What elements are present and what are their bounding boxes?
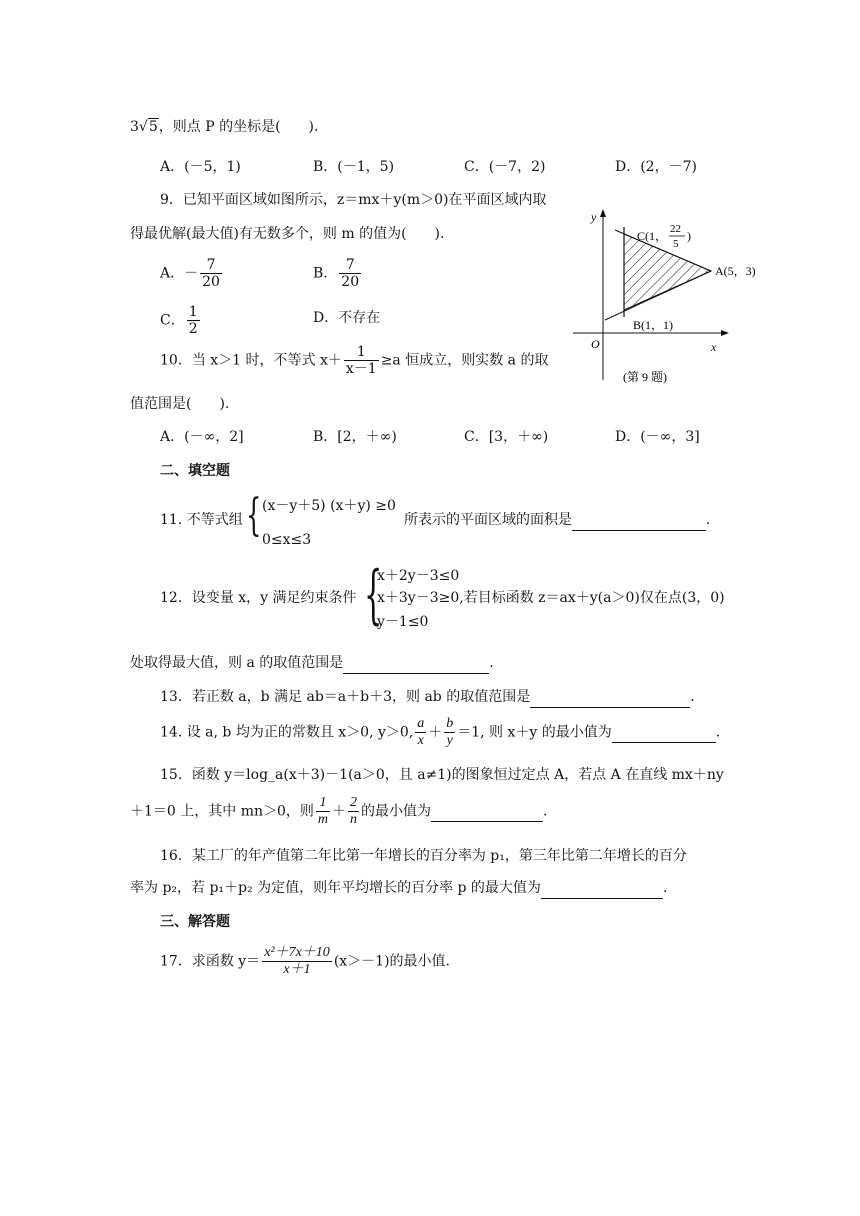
q15-answer-blank[interactable] [431,803,543,822]
q8-prefix: 3 [130,119,139,135]
q13-answer-blank[interactable] [530,687,690,708]
q15-plus: ＋ [332,803,347,820]
q15-prefix: ＋1＝0 上，其中 mn＞0，则 [130,803,314,820]
q13-line [160,687,695,708]
q16-line1: 16．某工厂的年产值第二年比第一年增长的百分率为 p₁，第三年比第二年增长的百分 [160,848,687,864]
q11-period: . [706,512,711,528]
q10-fraction: $\frac{1}{x-1}$ [345,344,377,377]
q9-option-b [313,257,363,290]
q14-line [160,716,720,749]
y-axis-arrow [600,209,606,217]
q9-line2: 得最优解(最大值)有无数多个，则 m 的值为( ). [130,226,445,242]
q16-line2 [130,878,667,899]
q15-period: . [543,803,548,820]
q11-condition-2: 0≤x≤3 [262,532,312,548]
q10-option-b: B．[2，＋∞) [313,429,397,445]
q9-option-c-fraction: $\frac{1}{2}$ [188,304,198,337]
point-c-num: 22 [670,223,681,235]
q10-line1 [160,344,548,377]
q10-option-d: D．(－∞，3] [615,429,700,445]
q14-suffix: ＝1, 则 x＋y 的最小值为 [457,724,612,741]
q11-tail-text: 所表示的平面区域的面积是 [404,512,572,528]
q13-text: 13．若正数 a，b 满足 ab＝a＋b＋3，则 ab 的取值范围是 [160,689,531,705]
section-heading-solutions: 三、解答题 [160,914,230,930]
q14-prefix: 14. 设 a, b 均为正的常数且 x＞0, y＞0, [160,724,414,741]
y-axis-label: y [591,210,597,224]
q17-line [160,945,450,978]
q9-option-a-fraction: $\frac{7}{20}$ [202,257,220,290]
q12-label: 12．设变量 x，y 满足约束条件 [160,590,357,606]
q12-answer-blank[interactable] [343,653,489,674]
q10-option-a: A．(－∞，2] [160,429,244,445]
q10-prefix: 10．当 x＞1 时，不等式 x＋ [160,352,342,369]
q9-option-b-label: B． [313,265,338,282]
q9-option-d: D．不存在 [313,310,381,326]
q8-option-b: B．(－1，5) [313,159,395,175]
q11-answer-blank[interactable] [572,510,706,531]
q11-condition-1: (x－y＋5) (x＋y) ≥0 [262,498,396,514]
q8-option-a: A．(－5，1) [160,159,241,175]
q12-period: . [489,655,494,671]
q11-brace: { [246,490,262,541]
point-c-close: ) [687,229,691,243]
q12-condition-3: y－1≤0 [377,614,429,630]
q17-prefix: 17．求函数 y＝ [160,953,261,970]
q9-line1: 9．已知平面区域如图所示，z＝mx＋y(m＞0)在平面区域内取 [160,192,547,208]
q8-text: ，则点 P 的坐标是( ). [158,119,319,135]
figure-caption: (第 9 题) [623,370,667,384]
x-axis-arrow [721,330,729,336]
q9-option-b-fraction: $\frac{7}{20}$ [341,257,360,290]
q11-tail [404,510,710,531]
x-axis-label: x [711,340,717,354]
q17-suffix: (x＞－1)的最小值. [333,953,450,970]
q10-option-c: C．[3，＋∞) [464,429,549,445]
point-c-label: C(1， [637,229,668,243]
q16-answer-blank[interactable] [541,878,663,899]
point-b-label: B(1，1) [633,318,673,332]
q11-label: 11. 不等式组 [160,512,243,528]
q15-suffix: 的最小值为 [361,803,432,820]
q16-period: . [662,880,668,896]
q9-option-c-label: C． [160,312,185,329]
q9-option-a-label: A．－ [160,265,199,282]
q15-fraction-1: $\frac{1}{m}$ [317,795,329,827]
q8-option-d: D．(2，－7) [615,159,697,175]
q12-condition-2: x＋3y－3≥0,若目标函数 z＝ax＋y(a＞0)仅在点(3，0) [377,590,725,606]
q17-fraction: $\frac{\text{x²＋7x＋10}}{x+1}$ [264,945,330,977]
sqrt-symbol: √ [138,119,148,135]
q12-line2 [130,653,494,674]
q16-line2-text: 率为 p₂，若 p₁＋p₂ 为定值，则年平均增长的百分率 p 的最大值为 [130,880,541,896]
origin-label: O [591,337,600,351]
q14-period: . [715,724,721,741]
q10-suffix: ≥a 恒成立，则实数 a 的取 [380,352,549,369]
q9-option-a [160,257,224,290]
point-a-label: A(5，3) [715,264,756,278]
q13-period: . [690,689,695,705]
q9-figure [565,205,780,390]
q10-line2: 值范围是( ). [130,396,230,412]
section-heading-fill-blank: 二、填空题 [160,463,230,479]
q12-brace: { [364,558,383,632]
q15-line1: 15．函数 y＝log_a(x＋3)－1(a＞0，且 a≠1)的图象恒过定点 A，若点 A 在直线 mx＋ny [160,767,724,783]
q8-sqrt-value: 5 [148,119,158,135]
q12-line2-text: 处取得最大值，则 a 的取值范围是 [130,655,344,671]
feasible-region [624,234,711,310]
q8-option-c: C．(－7，2) [464,159,546,175]
q14-fraction-2: $\frac{b}{y}$ [446,716,454,748]
q15-line2 [130,795,548,828]
q8-continuation [130,117,318,137]
q12-condition-1: x＋2y－3≤0 [377,568,460,584]
q15-fraction-2: $\frac{2}{n}$ [350,795,358,827]
q9-option-c [160,304,202,337]
point-c-den: 5 [673,238,679,250]
q14-fraction-1: $\frac{a}{x}$ [417,716,425,748]
q14-answer-blank[interactable] [612,724,716,743]
q14-plus: ＋ [428,724,443,741]
